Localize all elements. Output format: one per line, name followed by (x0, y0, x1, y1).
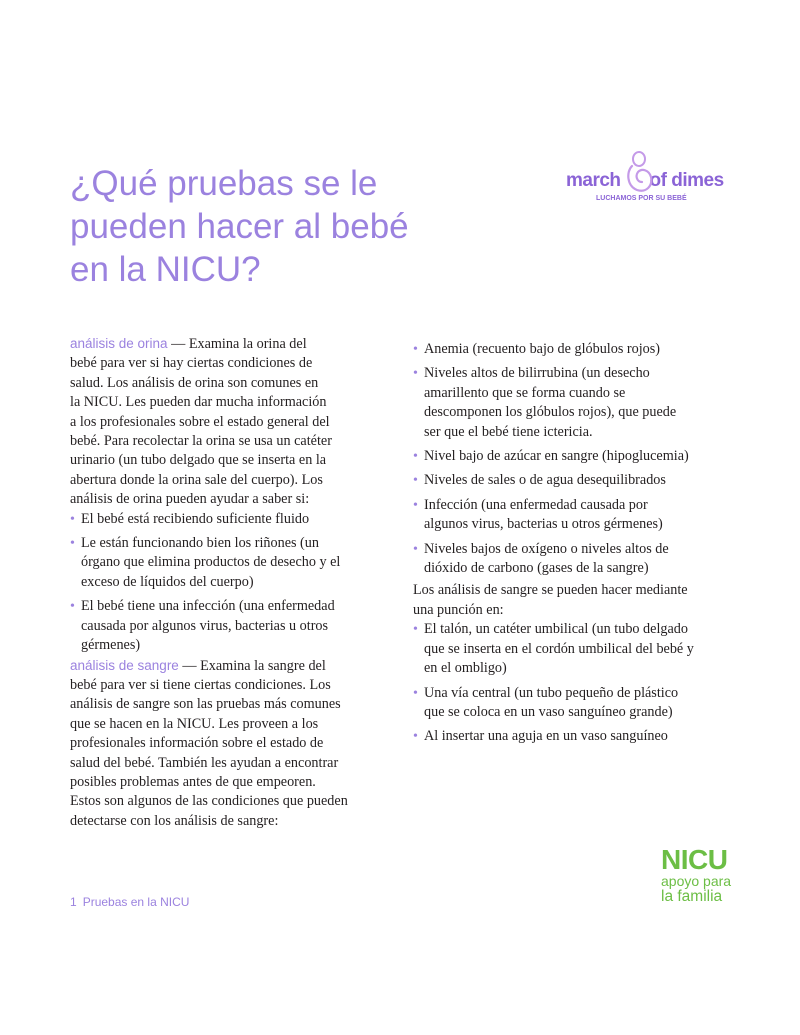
puncion-list (413, 620, 735, 746)
logo-tagline: LUCHAMOS POR SU BEBÉ (596, 195, 687, 202)
paragraph-line: Estos son algunos de las condiciones que pueden (70, 793, 348, 810)
paragraph-line: — Examina la sangre del (178, 657, 326, 674)
paragraph-line: salud. Los análisis de orina son comunes en (70, 374, 319, 391)
blood-test-paragraph (70, 656, 382, 832)
blood-test-term: análisis de sangre (70, 657, 179, 673)
title-line: ¿Qué pruebas se le (70, 164, 378, 203)
list-item: • El talón, un catéter umbilical (un tubo delgado que se inserta en el cordón umbilical del bebé y en el ombligo) (413, 620, 735, 678)
logo-word-left: march (566, 170, 621, 191)
title-line: en la NICU? (70, 250, 261, 289)
puncion-paragraph: Los análisis de sangre se pueden hacer mediante una punción en: (413, 582, 688, 618)
paragraph-line: análisis de sangre son las pruebas más comunes (70, 696, 341, 713)
paragraph-line: a los profesionales sobre el estado general del (70, 413, 330, 430)
paragraph-line: profesionales información sobre el estado de (70, 735, 324, 752)
paragraph-line: bebé para ver si hay ciertas condiciones de (70, 355, 313, 372)
paragraph-line: urinario (un tubo delgado que se inserta en la (70, 452, 327, 469)
paragraph-line: análisis de orina pueden ayudar a saber si: (70, 491, 310, 508)
page-footer (70, 895, 189, 909)
blood-conditions-list (413, 340, 735, 578)
right-column (413, 340, 735, 747)
list-item: • Una vía central (un tubo pequeño de plástico que se coloca en un vaso sanguíneo grande) (413, 684, 735, 723)
page-title (70, 162, 490, 291)
page-number: 1 (70, 895, 77, 909)
paragraph-line: abertura donde la orina sale del cuerpo). Los (70, 471, 323, 488)
paragraph-line: salud del bebé. También les ayudan a encontrar (70, 754, 339, 771)
paragraph-line: la NICU. Les pueden dar mucha información (70, 394, 327, 411)
paragraph-line: bebé. Para recolectar la orina se usa un catéter (70, 433, 332, 450)
paragraph-line: que se hacen en la NICU. Les proveen a los (70, 715, 319, 732)
nicu-family-support-logo (661, 846, 741, 905)
list-item: • El bebé está recibiendo suficiente fluido (70, 510, 382, 529)
footer-label: Pruebas en la NICU (82, 895, 190, 909)
paragraph-line: bebé para ver si tiene ciertas condiciones. Los (70, 676, 331, 693)
nicu-logo-line: la familia (661, 888, 723, 905)
urine-test-term: análisis de orina (70, 336, 168, 351)
list-item: • Nivel bajo de azúcar en sangre (hipoglucemia) (413, 447, 735, 466)
paragraph-line: posibles problemas antes de que empeoren. (70, 773, 316, 790)
list-item: • Al insertar una aguja en un vaso sanguíneo (413, 727, 735, 746)
list-item: • El bebé tiene una infección (una enfermedad causada por algunos virus, bacterias u otros gérmenes) (70, 597, 382, 655)
title-line: pueden hacer al bebé (70, 207, 409, 246)
paragraph-line: detectarse con los análisis de sangre: (70, 812, 279, 829)
mother-baby-icon (624, 150, 654, 194)
list-item: • Niveles bajos de oxígeno o niveles altos de dióxido de carbono (gases de la sangre) (413, 540, 735, 579)
urine-test-list (70, 510, 382, 656)
list-item: • Niveles de sales o de agua desequilibrados (413, 471, 735, 490)
nicu-logo-line: apoyo para (661, 873, 732, 889)
list-item: • Anemia (recuento bajo de glóbulos rojos) (413, 340, 735, 359)
list-item: • Le están funcionando bien los riñones (un órgano que elimina productos de desecho y el exceso de líquidos del cuerpo) (70, 534, 382, 592)
list-item: • Niveles altos de bilirrubina (un desecho amarillento que se forma cuando se descomponen los glóbulos rojos), que puede ser que el bebé tiene ictericia. (413, 364, 735, 442)
paragraph-line: — Examina la orina del (167, 336, 307, 352)
urine-test-paragraph (70, 334, 382, 510)
left-column (70, 334, 382, 831)
list-item: • Infección (una enfermedad causada por algunos virus, bacterias u otros gérmenes) (413, 496, 735, 535)
logo-word-right: of dimes (649, 170, 724, 191)
nicu-logo-title: NICU (661, 844, 728, 875)
march-of-dimes-logo (566, 150, 746, 210)
